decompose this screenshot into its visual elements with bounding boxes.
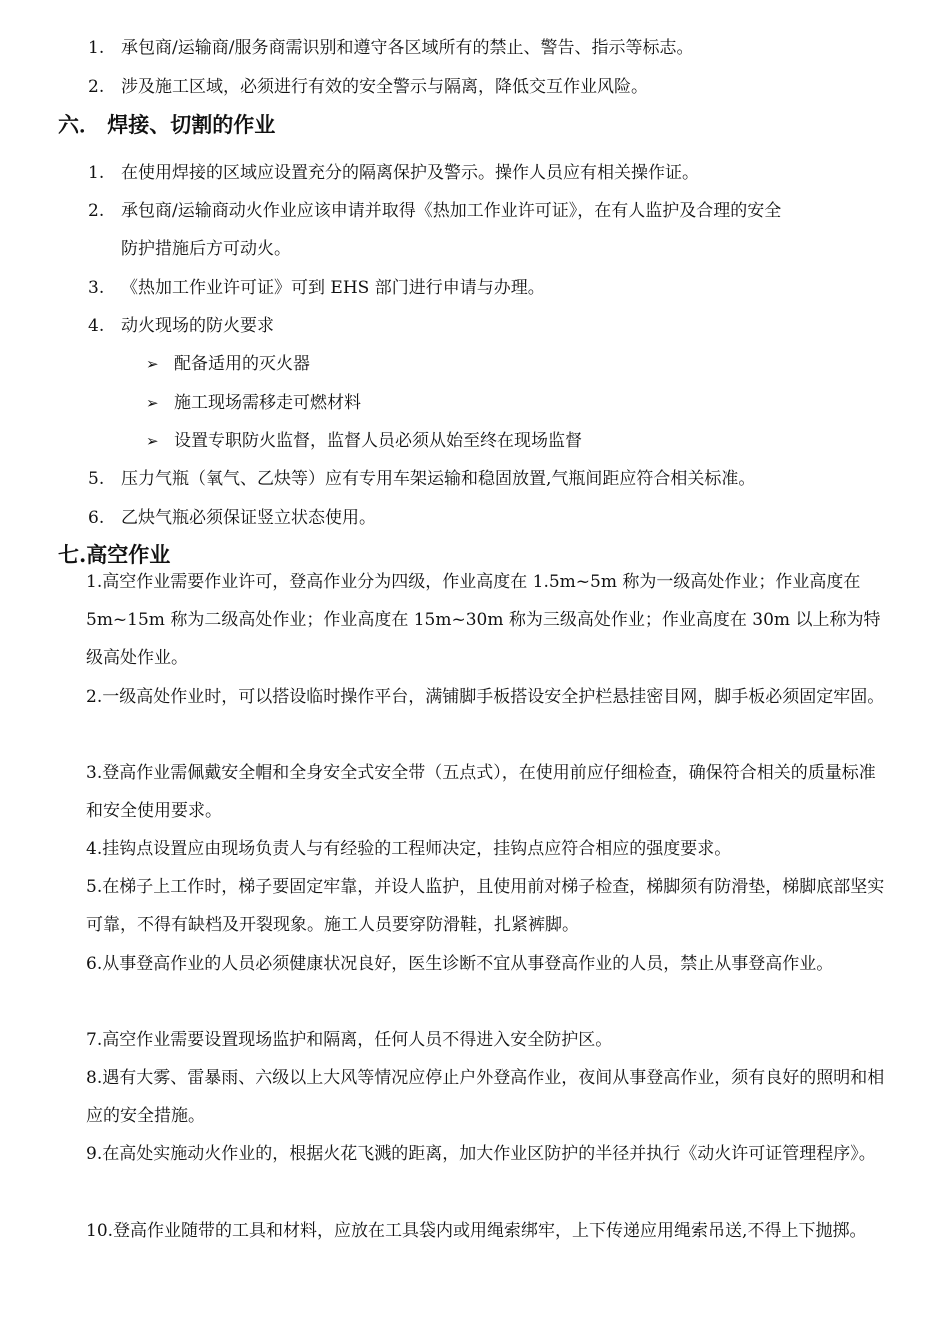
section-heading: 六． 焊接、切割的作业 [58,112,276,137]
list-text: 承包商/运输商/服务商需识别和遵守各区域所有的禁止、警告、指示等标志。 [121,38,694,58]
arrow-bullet-icon: ➢ [146,394,159,412]
list-number: 2. [88,77,105,97]
list-text: 动火现场的防火要求 [121,316,274,336]
list-number: 2. [88,201,105,221]
paragraph: 6.从事登高作业的人员必须健康状况良好，医生诊断不宜从事登高作业的人员，禁止从事登高作业。 [86,954,834,974]
paragraph: 1.高空作业需要作业许可，登高作业分为四级，作业高度在 1.5m~5m 称为一级高处作业；作业高度在 5m~15m 称为二级高处作业；作业高度在 15m~30m 称为三级高处作业；作业高度在 30m 以上称为特级高处作业。 [86,572,881,669]
arrow-bullet-icon: ➢ [146,432,159,450]
list-number: 1. [88,163,105,183]
list-text: 在使用焊接的区域应设置充分的隔离保护及警示。操作人员应有相关操作证。 [121,163,699,183]
list-text: 涉及施工区域，必须进行有效的安全警示与隔离，降低交互作业风险。 [121,77,648,97]
list-text: 《热加工作业许可证》可到 EHS 部门进行申请与办理。 [121,278,545,298]
bullet-text: 设置专职防火监督，监督人员必须从始至终在现场监督 [174,431,582,451]
paragraph: 5.在梯子上工作时，梯子要固定牢靠，并设人监护，且使用前对梯子检查，梯脚须有防滑垫，梯脚底部坚实可靠，不得有缺档及开裂现象。施工人员要穿防滑鞋，扎紧裤脚。 [86,877,885,936]
arrow-bullet-icon: ➢ [146,355,159,373]
paragraph: 2.一级高处作业时，可以搭设临时操作平台，满铺脚手板搭设安全护栏悬挂密目网，脚手板必须固定牢固。 [86,687,885,707]
paragraph: 10.登高作业随带的工具和材料，应放在工具袋内或用绳索绑牢，上下传递应用绳索吊送,不得上下抛掷。 [86,1221,867,1241]
list-number: 6. [88,508,105,528]
list-text: 防护措施后方可动火。 [121,239,291,259]
paragraph: 3.登高作业需佩戴安全帽和全身安全式安全带（五点式），在使用前应仔细检查，确保符合相关的质量标准和安全使用要求。 [86,763,876,822]
list-number: 4. [88,316,105,336]
list-text: 乙炔气瓶必须保证竖立状态使用。 [121,508,376,528]
bullet-text: 配备适用的灭火器 [174,354,310,374]
list-number: 1. [88,38,105,58]
paragraph: 7.高空作业需要设置现场监护和隔离，任何人员不得进入安全防护区。 [86,1030,613,1050]
list-text: 压力气瓶（氧气、乙炔等）应有专用车架运输和稳固放置,气瓶间距应符合相关标准。 [121,469,756,489]
list-text: 承包商/运输商动火作业应该申请并取得《热加工作业许可证》，在有人监护及合理的安全 [121,201,782,221]
list-number: 3. [88,278,105,298]
bullet-text: 施工现场需移走可燃材料 [174,393,361,413]
paragraph: 9.在高处实施动火作业的，根据火花飞溅的距离，加大作业区防护的半径并执行《动火许可证管理程序》。 [86,1144,876,1164]
section-heading: 七.高空作业 [58,542,171,567]
list-number: 5. [88,469,105,489]
paragraph: 8.遇有大雾、雷暴雨、六级以上大风等情况应停止户外登高作业，夜间从事登高作业，须有良好的照明和相应的安全措施。 [86,1068,885,1127]
paragraph: 4.挂钩点设置应由现场负责人与有经验的工程师决定，挂钩点应符合相应的强度要求。 [86,839,732,859]
